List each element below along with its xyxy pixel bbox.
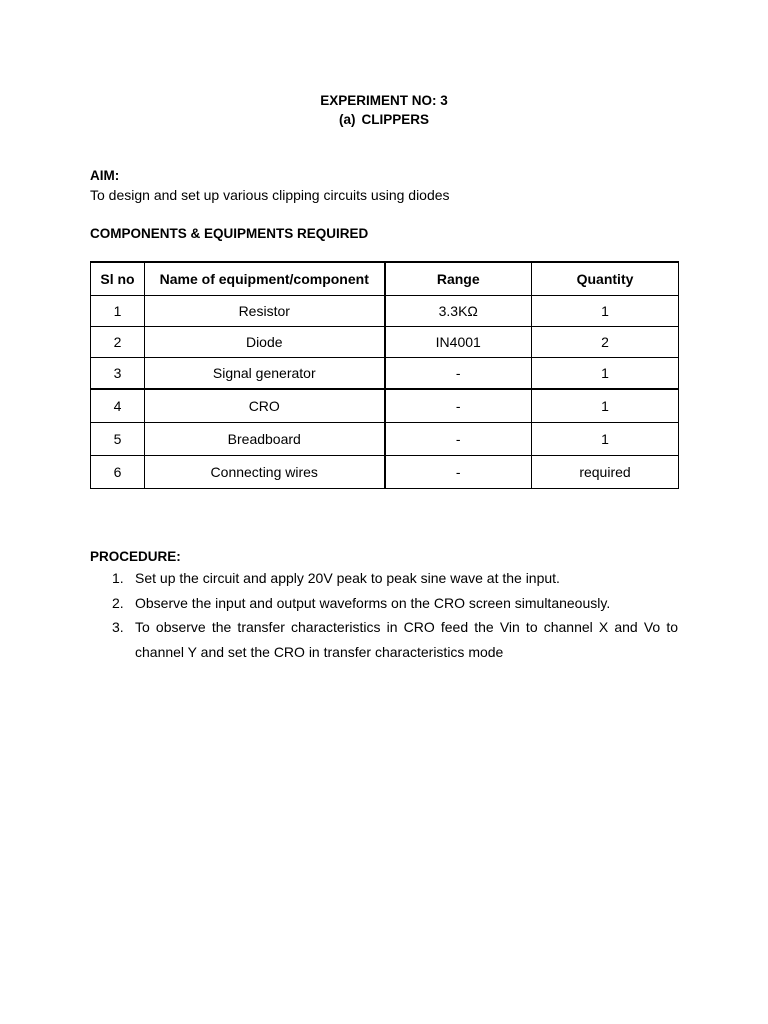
cell-sl-no: 1: [91, 296, 145, 327]
list-item: [90, 566, 678, 591]
cell-sl-no: 2: [91, 327, 145, 358]
column-header-range: Range: [385, 262, 532, 296]
step-number: 3.: [112, 619, 124, 635]
cell-sl-no: 3: [91, 358, 145, 390]
cell-name: Connecting wires: [145, 456, 385, 489]
column-header-name: Name of equipment/component: [145, 262, 385, 296]
list-item: [90, 615, 678, 664]
step-text: To observe the transfer characteristics in CRO feed the Vin to channel X and Vo to channel Y and set the CRO in transfer characteristics mode: [135, 619, 678, 660]
cell-range: -: [385, 389, 532, 423]
cell-name: CRO: [145, 389, 385, 423]
cell-quantity: 2: [532, 327, 679, 358]
step-text: Observe the input and output waveforms on the CRO screen simultaneously.: [135, 594, 611, 611]
table-row: [91, 423, 679, 456]
cell-name: Breadboard: [145, 423, 385, 456]
cell-sl-no: 4: [91, 389, 145, 423]
aim-heading: AIM:: [90, 168, 120, 183]
cell-quantity: 1: [532, 389, 679, 423]
cell-name: Signal generator: [145, 358, 385, 390]
table-header-row: [91, 262, 679, 296]
column-header-quantity: Quantity: [532, 262, 679, 296]
table-row: [91, 358, 679, 390]
table-row: [91, 296, 679, 327]
table-row: [91, 456, 679, 489]
table-row: [91, 327, 679, 358]
cell-range: -: [385, 456, 532, 489]
cell-range: -: [385, 423, 532, 456]
column-header-sl-no: Sl no: [91, 262, 145, 296]
subtitle-prefix: (a): [338, 112, 356, 127]
cell-name: Resistor: [145, 296, 385, 327]
cell-quantity: 1: [532, 358, 679, 390]
cell-name: Diode: [145, 327, 385, 358]
procedure-heading: PROCEDURE:: [90, 549, 181, 564]
step-text: Set up the circuit and apply 20V peak to peak sine wave at the input.: [135, 570, 560, 586]
experiment-title: EXPERIMENT NO: 3: [320, 93, 448, 108]
cell-sl-no: 6: [91, 456, 145, 489]
step-number: 1.: [112, 570, 124, 586]
cell-sl-no: 5: [91, 423, 145, 456]
cell-quantity: 1: [532, 296, 679, 327]
cell-range: -: [385, 358, 532, 390]
cell-quantity: required: [532, 456, 679, 489]
equipment-table: [90, 261, 679, 489]
step-number: 2.: [112, 594, 124, 611]
experiment-subtitle: [0, 112, 768, 128]
cell-quantity: 1: [532, 423, 679, 456]
components-heading: COMPONENTS & EQUIPMENTS REQUIRED: [90, 226, 369, 241]
cell-range: IN4001: [385, 327, 532, 358]
procedure-list: [90, 566, 678, 664]
list-item: [90, 591, 678, 616]
subtitle-text: CLIPPERS: [361, 112, 429, 127]
table-row: [91, 389, 679, 423]
aim-text: To design and set up various clipping circuits using diodes: [90, 187, 450, 203]
cell-range: 3.3KΩ: [385, 296, 532, 327]
